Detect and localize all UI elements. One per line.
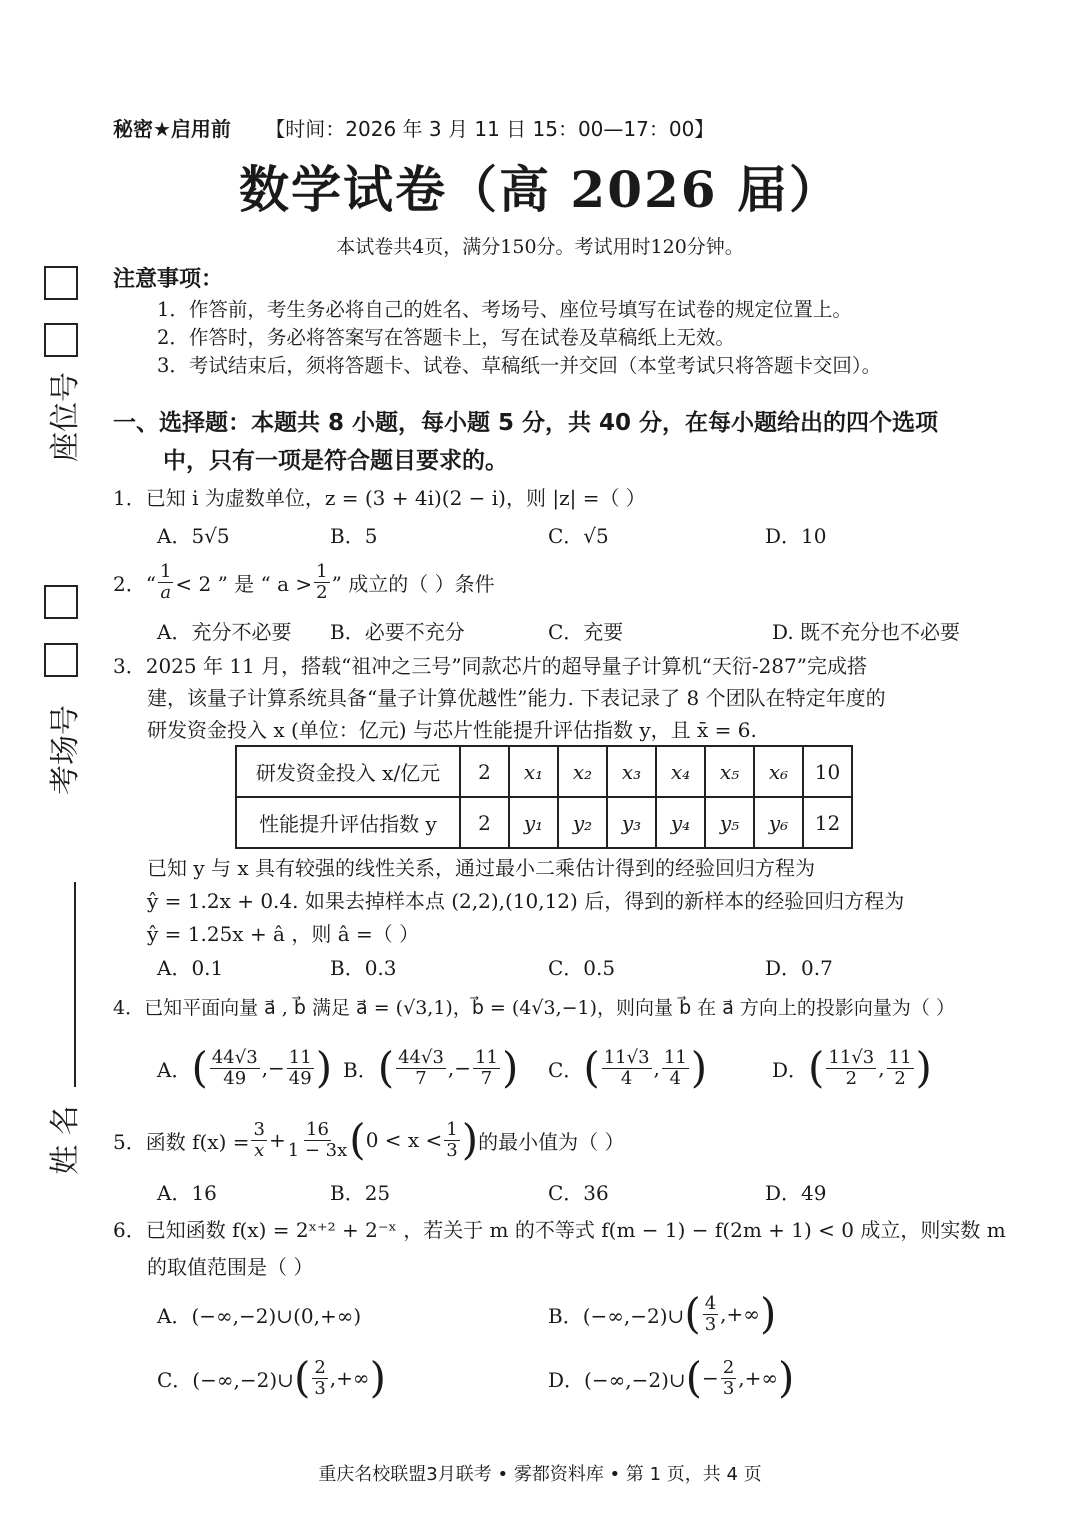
q6-c-rparen: ) bbox=[369, 1353, 386, 1402]
q4-b-d2: 7 bbox=[480, 1067, 493, 1089]
table-cell: y₁ bbox=[509, 797, 558, 848]
q6-b-lparen: ( bbox=[684, 1289, 701, 1338]
q2-fraction-1 bbox=[158, 562, 173, 603]
q5-option-a: A．16 bbox=[157, 1181, 217, 1205]
q4-b-lparen: ( bbox=[377, 1043, 395, 1092]
q1-option-b: B．5 bbox=[330, 524, 378, 548]
q4-d-rparen: ) bbox=[915, 1043, 932, 1092]
table-cell: x₂ bbox=[558, 746, 607, 797]
q5-stem bbox=[113, 1110, 624, 1170]
q4-a-d2: 49 bbox=[288, 1067, 312, 1089]
q2-mid: < 2 ” 是 “ a > bbox=[175, 571, 313, 596]
q4-b-frac1 bbox=[396, 1048, 446, 1089]
q6-b-pre: B．(−∞,−2)∪ bbox=[548, 1303, 685, 1328]
q4-c-frac1 bbox=[602, 1048, 652, 1089]
q5-lparen: ( bbox=[349, 1115, 366, 1164]
name-field-line[interactable] bbox=[74, 882, 76, 1087]
q5-frac3 bbox=[444, 1120, 459, 1161]
q4-d-d1: 2 bbox=[845, 1067, 858, 1089]
q3-option-c: C．0.5 bbox=[548, 956, 616, 980]
q2-option-a: A．充分不必要 bbox=[157, 620, 292, 644]
q4-b-label: B． bbox=[343, 1057, 378, 1082]
seat-box-1[interactable] bbox=[44, 266, 78, 300]
q6-d-sign: − bbox=[702, 1366, 719, 1390]
q6-c-d: 3 bbox=[314, 1377, 326, 1399]
section1-heading-cont: 中，只有一项是符合题目要求的。 bbox=[163, 448, 508, 474]
q2-prefix: 2．“ bbox=[113, 571, 156, 596]
q4-option-a bbox=[157, 1036, 332, 1100]
q2-option-c: C．充要 bbox=[548, 620, 624, 644]
q6-line-2: 的取值范围是（ ） bbox=[147, 1255, 314, 1279]
q4-d-lparen: ( bbox=[808, 1043, 825, 1092]
q4-a-label: A． bbox=[157, 1057, 192, 1082]
q4-a-n1: 44√3 bbox=[211, 1046, 258, 1068]
q3-data-table bbox=[235, 745, 853, 849]
table-cell: y₅ bbox=[705, 797, 754, 848]
table-cell: x₁ bbox=[509, 746, 558, 797]
q6-d-lparen: ( bbox=[685, 1353, 703, 1402]
q4-d-frac1 bbox=[826, 1048, 876, 1089]
table-row bbox=[236, 797, 852, 848]
q4-b-rparen: ) bbox=[501, 1043, 519, 1092]
q6-b-n: 4 bbox=[704, 1292, 717, 1314]
q4-a-rparen: ) bbox=[315, 1043, 333, 1092]
q2-option-d: D. 既不充分也不必要 bbox=[772, 620, 961, 644]
header-line bbox=[113, 113, 714, 142]
page-subtitle: 本试卷共4页，满分150分。考试用时120分钟。 bbox=[336, 236, 744, 258]
q4-option-d bbox=[772, 1036, 932, 1100]
q3-line-6: ŷ = 1.25x + â ，则 â =（ ） bbox=[147, 922, 420, 946]
q3-line-2: 建，该量子计算系统具备“量子计算优越性”能力. 下表记录了 8 个团队在特定年度的 bbox=[147, 686, 886, 710]
table-cell: y₂ bbox=[558, 797, 607, 848]
q4-d-frac2 bbox=[887, 1048, 914, 1089]
q4-d-label: D． bbox=[772, 1057, 809, 1082]
q4-c-sep: , bbox=[653, 1056, 660, 1080]
q2-suffix: ” 成立的（ ）条件 bbox=[331, 571, 495, 596]
q5-option-b: B．25 bbox=[330, 1181, 391, 1205]
q4-b-frac2 bbox=[473, 1048, 500, 1089]
q4-c-rparen: ) bbox=[690, 1043, 708, 1092]
q2-stem bbox=[113, 556, 495, 608]
q4-b-n1: 44√3 bbox=[398, 1046, 444, 1068]
notice-item-2: 2．作答时，务必将答案写在答题卡上，写在试卷及草稿纸上无效。 bbox=[157, 326, 735, 349]
q4-c-frac2 bbox=[662, 1048, 689, 1089]
q6-c-frac bbox=[312, 1358, 327, 1399]
table-cell: 2 bbox=[460, 797, 509, 848]
q6-d-d: 3 bbox=[722, 1377, 735, 1399]
q4-c-d2: 4 bbox=[669, 1067, 682, 1089]
q6-d-post: ,+∞ bbox=[738, 1366, 779, 1390]
q5-frac2 bbox=[288, 1120, 348, 1161]
q4-b-sep: ,− bbox=[447, 1056, 472, 1080]
q6-c-n: 2 bbox=[314, 1356, 326, 1378]
q6-d-pre: D．(−∞,−2)∪ bbox=[548, 1367, 686, 1392]
page-footer: 重庆名校联盟3月联考 • 雾都资料库 • 第 1 页，共 4 页 bbox=[318, 1464, 762, 1485]
q4-c-label: C． bbox=[548, 1057, 584, 1082]
q4-stem: 4．已知平面向量 a⃗ , b⃗ 满足 a⃗ = (√3,1)，b⃗ = (4√3,−1)，则向量 b⃗ 在 a⃗ 方向上的投影向量为（ ） bbox=[113, 997, 955, 1019]
q5-plus: + bbox=[268, 1128, 286, 1152]
q2-frac2-num: 1 bbox=[316, 560, 328, 582]
q4-option-b bbox=[343, 1036, 518, 1100]
table-cell: y₄ bbox=[656, 797, 705, 848]
table-cell: 性能提升评估指数 y bbox=[236, 797, 460, 848]
q4-b-n2: 11 bbox=[475, 1046, 498, 1068]
q6-d-n: 2 bbox=[722, 1356, 735, 1378]
q5-option-c: C．36 bbox=[548, 1181, 609, 1205]
name-label: 姓 名 bbox=[48, 1105, 83, 1175]
section1-heading: 一、选择题：本题共 8 小题，每小题 5 分，共 40 分，在每小题给出的四个选项 bbox=[113, 410, 939, 436]
q6-d-frac bbox=[721, 1358, 736, 1399]
q6-c-pre: C．(−∞,−2)∪ bbox=[157, 1367, 294, 1392]
q2-frac1-den: a bbox=[160, 581, 172, 603]
table-cell: x₅ bbox=[705, 746, 754, 797]
q4-a-frac2 bbox=[287, 1048, 314, 1089]
notice-item-1: 1．作答前，考生务必将自己的姓名、考场号、座位号填写在试卷的规定位置上。 bbox=[157, 298, 852, 321]
q5-suffix: 的最小值为（ ） bbox=[478, 1129, 625, 1154]
q6-c-post: ,+∞ bbox=[329, 1366, 370, 1390]
q5-cond: 0 < x < bbox=[365, 1128, 443, 1152]
q4-c-d1: 4 bbox=[620, 1067, 633, 1089]
q1-stem: 1．已知 i 为虚数单位，z = (3 + 4i)(2 − i)，则 |z| =（ ） bbox=[113, 486, 646, 510]
q3-line-1: 3．2025 年 11 月，搭载“祖冲之三号”同款芯片的超导量子计算机“天衍-287”完成搭 bbox=[113, 654, 867, 678]
q4-d-sep: , bbox=[878, 1056, 885, 1080]
q6-option-b bbox=[548, 1284, 776, 1344]
table-cell: 研发资金投入 x/亿元 bbox=[236, 746, 460, 797]
q4-a-d1: 49 bbox=[223, 1067, 247, 1089]
q6-line-1: 6．已知函数 f(x) = 2ˣ⁺² + 2⁻ˣ ，若关于 m 的不等式 f(m − 1) − f(2m + 1) < 0 成立，则实数 m bbox=[113, 1218, 1006, 1242]
q2-fraction-2 bbox=[314, 562, 329, 603]
q6-b-frac bbox=[703, 1294, 718, 1335]
q2-frac2-den: 2 bbox=[316, 581, 328, 603]
q6-b-d: 3 bbox=[704, 1313, 717, 1335]
q5-option-d: D．49 bbox=[765, 1181, 827, 1205]
q5-f1d: x bbox=[254, 1139, 265, 1161]
q6-b-rparen: ) bbox=[759, 1289, 777, 1338]
q5-rparen: ) bbox=[461, 1115, 479, 1164]
q4-a-lparen: ( bbox=[191, 1043, 208, 1092]
q3-line-4: 已知 y 与 x 具有较强的线性关系，通过最小二乘估计得到的经验回归方程为 bbox=[147, 856, 816, 880]
q4-option-c bbox=[548, 1036, 707, 1100]
table-cell: y₆ bbox=[754, 797, 803, 848]
q6-d-rparen: ) bbox=[778, 1353, 795, 1402]
q6-option-d bbox=[548, 1348, 794, 1408]
notice-item-3: 3．考试结束后，须将答题卡、试卷、草稿纸一并交回（本堂考试只将答题卡交回）。 bbox=[157, 354, 882, 377]
q5-f2d: 1 − 3x bbox=[287, 1139, 348, 1161]
q3-option-a: A．0.1 bbox=[157, 956, 224, 980]
q1-option-a: A．5√5 bbox=[157, 524, 230, 548]
q5-f2n: 16 bbox=[306, 1118, 329, 1140]
q2-option-b: B．必要不充分 bbox=[330, 620, 465, 644]
q3-line-3: 研发资金投入 x (单位：亿元) 与芯片性能提升评估指数 y，且 x̄ = 6. bbox=[147, 718, 757, 742]
q1-option-d: D．10 bbox=[765, 524, 827, 548]
q4-d-d2: 2 bbox=[894, 1067, 906, 1089]
q6-option-a: A．(−∞,−2)∪(0,+∞) bbox=[157, 1304, 362, 1328]
table-cell: x₆ bbox=[754, 746, 803, 797]
notice-heading: 注意事项： bbox=[113, 267, 224, 292]
q4-a-frac1 bbox=[210, 1048, 260, 1089]
q5-prefix: 5．函数 f(x) = bbox=[113, 1129, 250, 1154]
room-number-label: 考场号 bbox=[48, 705, 83, 795]
table-cell: 10 bbox=[803, 746, 852, 797]
seat-number-label: 座位号 bbox=[48, 372, 83, 462]
secret-label: 秘密★启用前 bbox=[113, 117, 231, 141]
q3-option-b: B．0.3 bbox=[330, 956, 397, 980]
q3-line-5: ŷ = 1.2x + 0.4. 如果去掉样本点 (2,2),(10,12) 后，得到的新样本的经验回归方程为 bbox=[147, 889, 905, 913]
q6-b-post: ,+∞ bbox=[720, 1302, 760, 1326]
q4-b-d1: 7 bbox=[415, 1067, 427, 1089]
q3-option-d: D．0.7 bbox=[765, 956, 833, 980]
q4-d-n2: 11 bbox=[888, 1046, 912, 1068]
table-cell: 2 bbox=[460, 746, 509, 797]
q6-option-c bbox=[157, 1348, 386, 1408]
q4-c-lparen: ( bbox=[583, 1043, 600, 1092]
room-box-2[interactable] bbox=[44, 643, 78, 677]
q6-c-lparen: ( bbox=[293, 1353, 311, 1402]
q4-c-n2: 11 bbox=[663, 1046, 687, 1068]
q1-option-c: C．√5 bbox=[548, 524, 609, 548]
table-cell: x₃ bbox=[607, 746, 656, 797]
q4-d-n1: 11√3 bbox=[828, 1046, 875, 1068]
q4-a-n2: 11 bbox=[288, 1046, 312, 1068]
q5-frac1 bbox=[251, 1120, 266, 1161]
table-cell: y₃ bbox=[607, 797, 656, 848]
q4-a-sep: ,− bbox=[261, 1056, 285, 1080]
q4-c-n1: 11√3 bbox=[603, 1046, 650, 1068]
q2-frac1-num: 1 bbox=[159, 560, 172, 582]
table-row bbox=[236, 746, 852, 797]
table-cell: 12 bbox=[803, 797, 852, 848]
table-cell: x₄ bbox=[656, 746, 705, 797]
q5-f1n: 3 bbox=[253, 1118, 265, 1140]
room-box-1[interactable] bbox=[44, 585, 78, 619]
page-title: 数学试卷（高 2026 届） bbox=[239, 160, 841, 219]
q5-f3d: 3 bbox=[446, 1139, 458, 1161]
q5-f3n: 1 bbox=[446, 1118, 458, 1140]
exam-time: 【时间：2026 年 3 月 11 日 15：00—17：00】 bbox=[265, 117, 715, 141]
